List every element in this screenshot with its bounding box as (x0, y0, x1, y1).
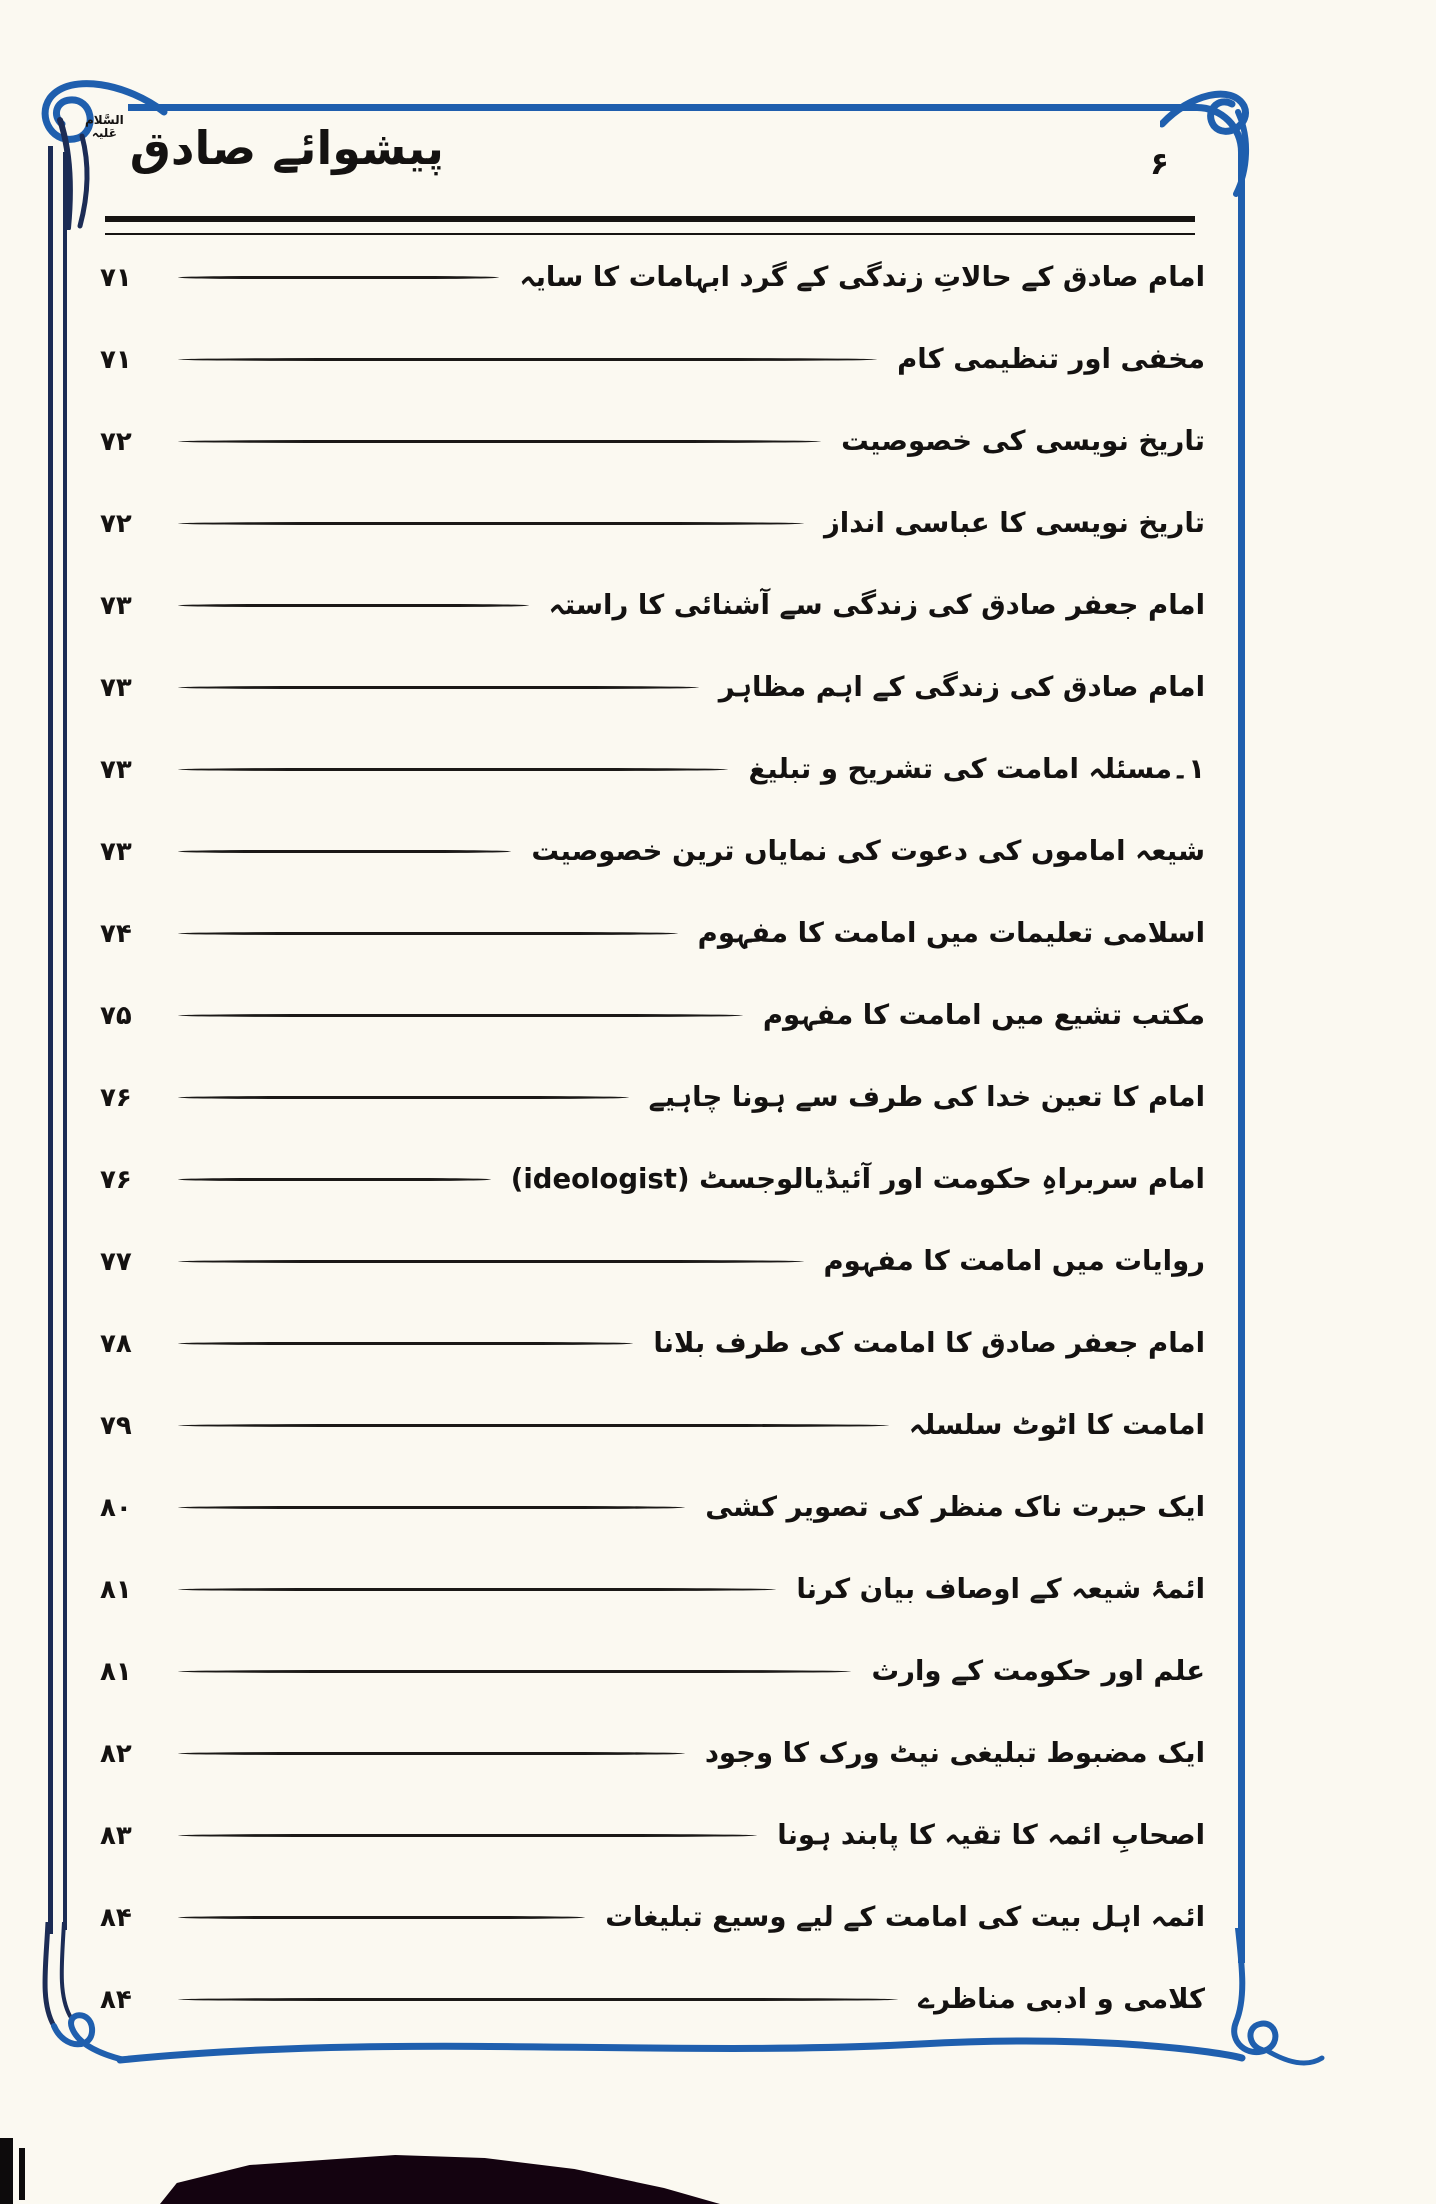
toc-entry-page-number: ۷۸ (100, 1328, 132, 1359)
toc-entry-title: امام جعفر صادق کا امامت کی طرف بلانا (653, 1327, 1205, 1359)
toc-entry-title: مکتب تشیع میں امامت کا مفہوم (762, 999, 1205, 1031)
scan-artifact-left-edge-thin (19, 2148, 25, 2200)
leader-line (178, 1260, 804, 1263)
toc-entry-page-number: ۸۴ (100, 1902, 132, 1933)
toc-entry-page-number: ۸۱ (100, 1574, 132, 1605)
toc-entry-row (100, 668, 1205, 708)
toc-entry-row (100, 422, 1205, 462)
toc-entry-title: امام کا تعین خدا کی طرف سے ہونا چاہیے (648, 1081, 1205, 1113)
toc-entry-title: تاریخ نویسی کی خصوصیت (841, 425, 1205, 457)
corner-ornament-top-right-icon (1160, 76, 1255, 201)
toc-entry-row (100, 750, 1205, 790)
toc-entry-row (100, 1652, 1205, 1692)
toc-entry-row (100, 1488, 1205, 1528)
leader-line (178, 1588, 776, 1591)
toc-entry-title: شیعہ اماموں کی دعوت کی نمایاں ترین خصوصیت (531, 835, 1205, 867)
honorific-top: السَّلام (85, 113, 124, 127)
corner-ornament-bottom-right-icon (1226, 1928, 1326, 2078)
leader-line (178, 686, 699, 689)
toc-entry-page-number: ۸۴ (100, 1984, 132, 2015)
toc-entry-page-number: ۷۱ (100, 262, 132, 293)
frame-left-line-outer (48, 146, 53, 1934)
leader-line (178, 1834, 757, 1837)
leader-line (178, 358, 877, 361)
toc-entry-title: امام سربراہِ حکومت اور آئیڈیالوجسٹ (ideologist) (510, 1163, 1205, 1195)
toc-entry-title: ایک مضبوط تبلیغی نیٹ ورک کا وجود (704, 1737, 1205, 1769)
leader-line (178, 522, 804, 525)
toc-entry-row (100, 1980, 1205, 2020)
toc-entry-page-number: ۷۵ (100, 1000, 132, 1031)
toc-entry-row (100, 1324, 1205, 1364)
toc-entry-page-number: ۷۲ (100, 426, 132, 457)
toc-entry-row (100, 832, 1205, 872)
toc-entry-page-number: ۷۷ (100, 1246, 132, 1277)
toc-entry-page-number: ۸۳ (100, 1820, 132, 1851)
toc-entry-row (100, 1160, 1205, 1200)
toc-entry-page-number: ۷۴ (100, 918, 132, 949)
leader-line (178, 850, 511, 853)
leader-line (178, 1014, 743, 1017)
toc-entry-title: مخفی اور تنظیمی کام (897, 343, 1205, 375)
toc-entry-title: ۱۔مسئلہ امامت کی تشریح و تبلیغ (748, 753, 1205, 785)
toc-entry-page-number: ۷۶ (100, 1082, 132, 1113)
toc-list (100, 258, 1205, 2020)
leader-line (178, 1752, 685, 1755)
toc-entry-row (100, 1898, 1205, 1938)
leader-line (178, 1916, 585, 1919)
toc-entry-page-number: ۷۱ (100, 344, 132, 375)
toc-entry-page-number: ۷۶ (100, 1164, 132, 1195)
toc-entry-title: تاریخ نویسی کا عباسی انداز (823, 507, 1205, 539)
toc-entry-title: امام جعفر صادق کی زندگی سے آشنائی کا راستہ (548, 589, 1205, 621)
book-title: پیشوائے صادق (129, 121, 444, 175)
toc-entry-page-number: ۸۲ (100, 1738, 132, 1769)
leader-line (178, 768, 728, 771)
leader-line (178, 1178, 491, 1181)
scan-artifact-bottom-shadow (160, 2154, 720, 2204)
toc-entry-page-number: ۸۱ (100, 1656, 132, 1687)
toc-entry-page-number: ۷۳ (100, 590, 132, 621)
toc-entry-page-number: ۷۳ (100, 754, 132, 785)
leader-line (178, 1424, 889, 1427)
toc-entry-row (100, 1406, 1205, 1446)
toc-entry-row (100, 258, 1205, 298)
toc-entry-row (100, 914, 1205, 954)
toc-entry-row (100, 1078, 1205, 1118)
leader-line (178, 1998, 898, 2001)
toc-entry-row (100, 1570, 1205, 1610)
leader-line (178, 440, 821, 443)
toc-entry-title: ایک حیرت ناک منظر کی تصویر کشی (705, 1491, 1205, 1523)
leader-line (178, 604, 529, 607)
toc-entry-title: اصحابِ ائمہ کا تقیہ کا پابند ہونا (777, 1819, 1205, 1851)
toc-entry-row (100, 1734, 1205, 1774)
toc-entry-page-number: ۷۳ (100, 836, 132, 867)
toc-entry-page-number: ۷۳ (100, 672, 132, 703)
scan-artifact-left-edge (0, 2138, 13, 2204)
toc-entry-title: امامت کا اٹوٹ سلسلہ (908, 1409, 1205, 1441)
leader-line (178, 932, 678, 935)
toc-entry-row (100, 586, 1205, 626)
toc-entry-row (100, 996, 1205, 1036)
toc-entry-page-number: ۷۲ (100, 508, 132, 539)
toc-entry-row (100, 1242, 1205, 1282)
toc-entry-row (100, 340, 1205, 380)
toc-entry-title: امام صادق کے حالاتِ زندگی کے گرد ابہامات کا سایہ (519, 261, 1205, 293)
leader-line (178, 1342, 633, 1345)
leader-line (178, 1670, 851, 1673)
toc-entry-title: امام صادق کی زندگی کے اہم مظاہر (718, 671, 1205, 703)
header-divider-rule (105, 216, 1195, 235)
toc-entry-title: اسلامی تعلیمات میں امامت کا مفہوم (697, 917, 1205, 949)
frame-bottom-line (100, 2028, 1350, 2076)
leader-line (178, 276, 499, 279)
toc-entry-page-number: ۸۰ (100, 1492, 132, 1523)
honorific-alayhis-salam (85, 114, 124, 140)
leader-line (178, 1506, 685, 1509)
toc-entry-page-number: ۷۹ (100, 1410, 132, 1441)
header (85, 112, 444, 186)
page-number: ۶ (1150, 146, 1169, 182)
frame-left-line-inner (63, 152, 67, 1930)
toc-entry-title: ائمہ اہل بیت کی امامت کے لیے وسیع تبلیغات (605, 1901, 1205, 1933)
honorific-bottom: عَلیہ (91, 126, 117, 140)
leader-line (178, 1096, 629, 1099)
toc-entry-row (100, 1816, 1205, 1856)
toc-entry-title: کلامی و ادبی مناظرے (918, 1983, 1205, 2015)
toc-entry-title: علم اور حکومت کے وارث (871, 1655, 1205, 1687)
toc-entry-row (100, 504, 1205, 544)
toc-entry-title: ائمۂ شیعہ کے اوصاف بیان کرنا (796, 1573, 1205, 1605)
toc-entry-title: روایات میں امامت کا مفہوم (823, 1245, 1205, 1277)
